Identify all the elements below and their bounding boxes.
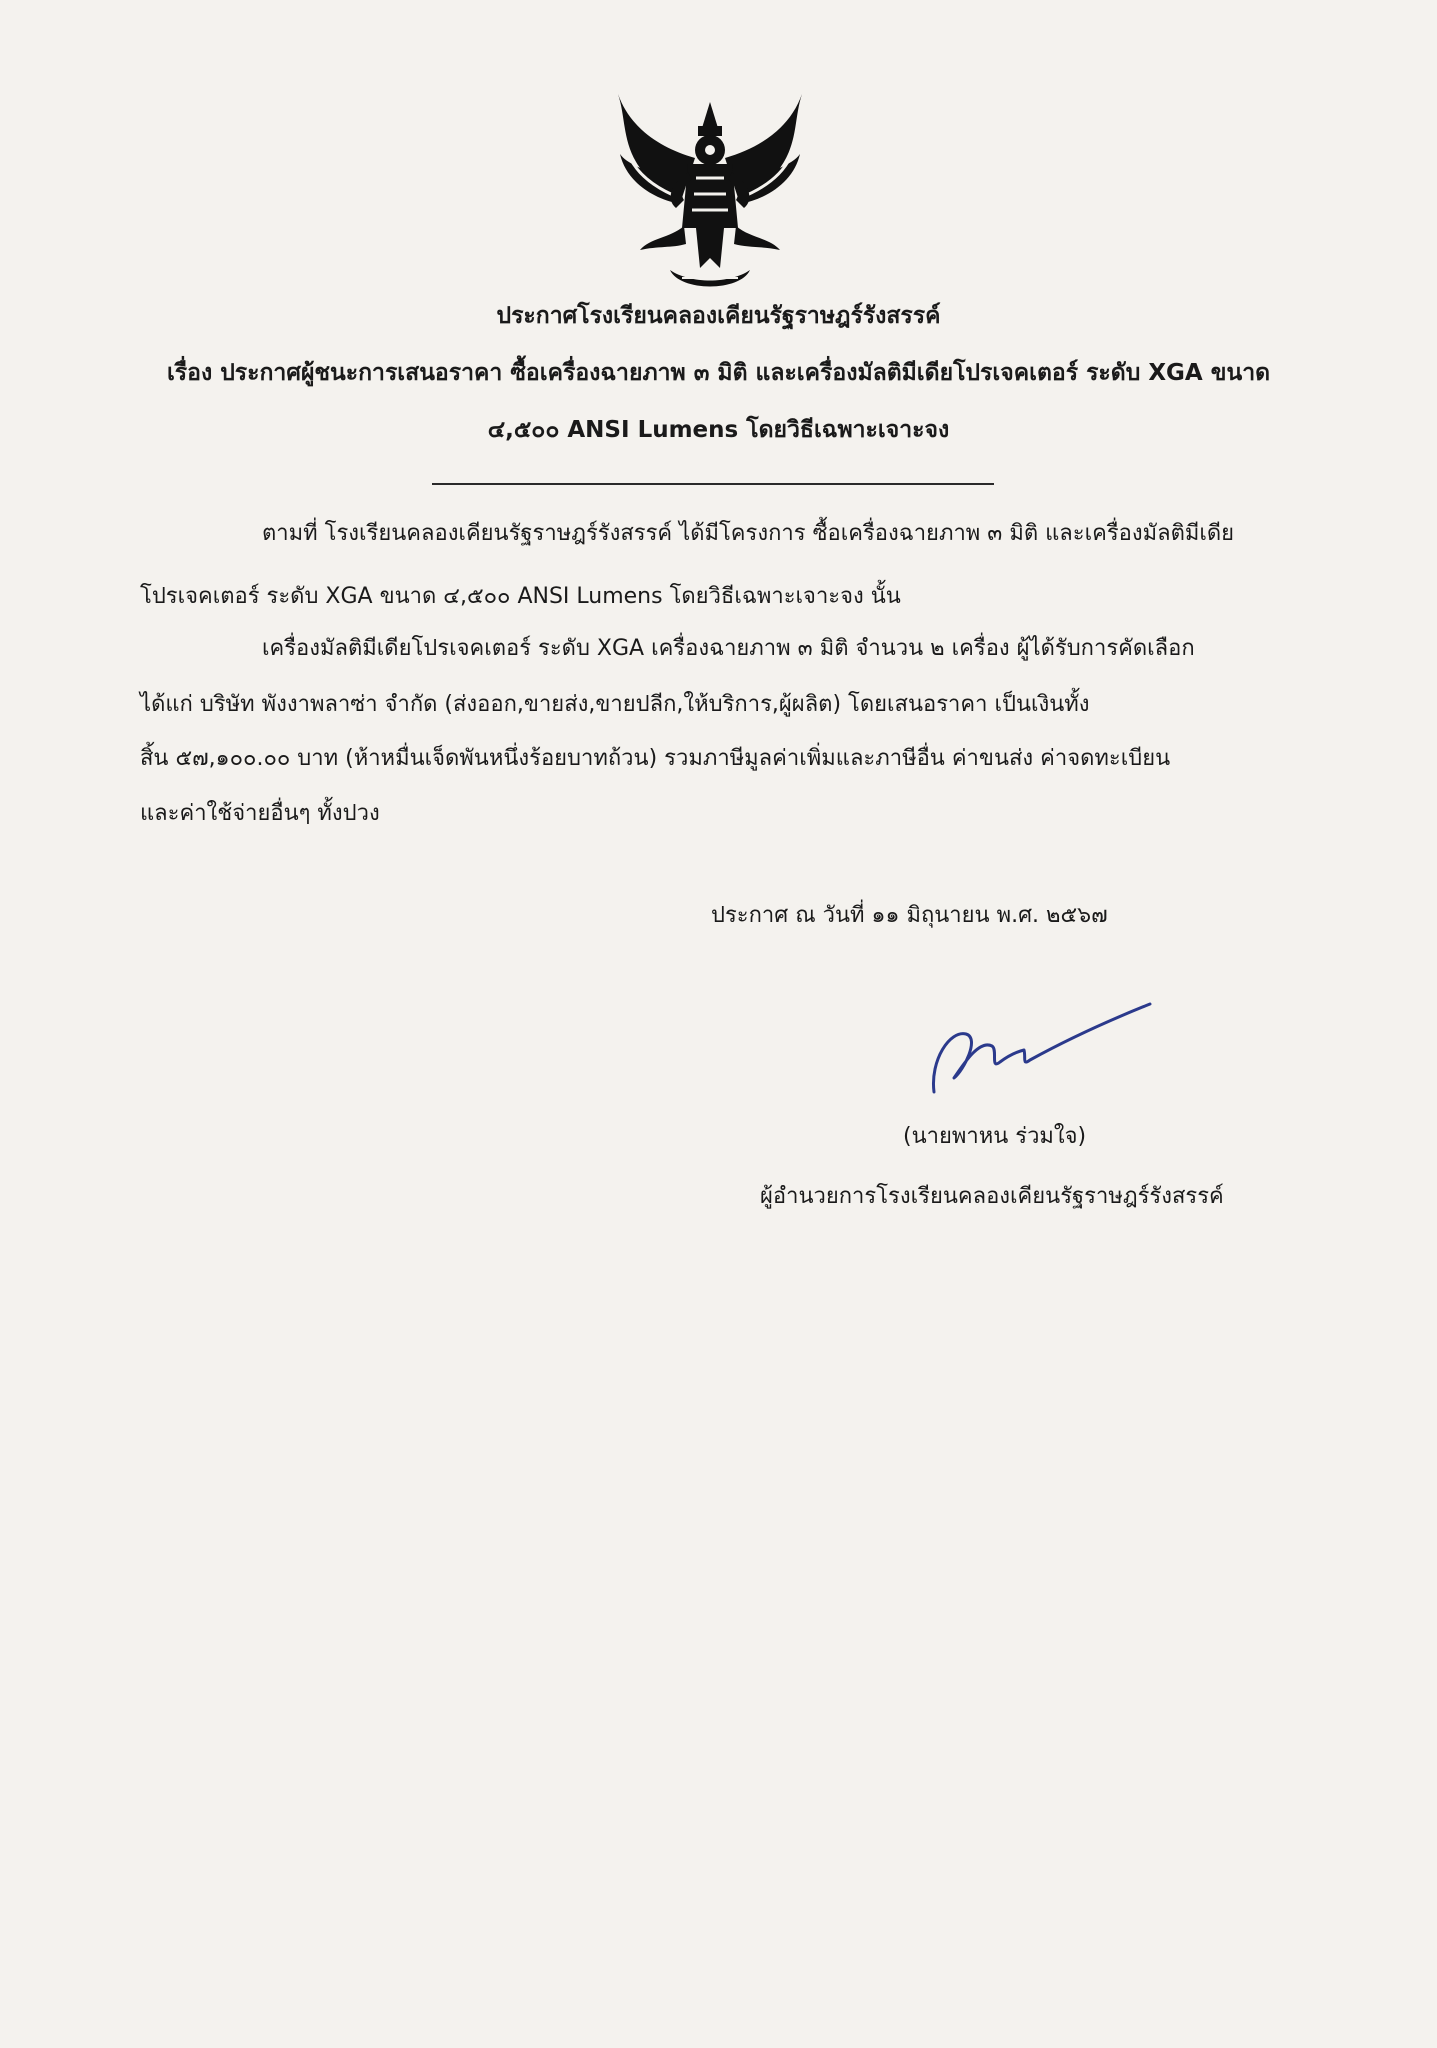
announcement-subject: เรื่อง ประกาศผู้ชนะการเสนอราคา ซื้อเครื่องฉายภาพ ๓ มิติ และเครื่องมัลติมีเดียโปรเจคเตอร์ ระดับ XGA ขนาด bbox=[166, 360, 1271, 386]
announcement-date: ประกาศ ณ วันที่ ๑๑ มิถุนายน พ.ศ. ๒๕๖๗ bbox=[711, 903, 1108, 928]
signer-name: (นายพาหน ร่วมใจ) bbox=[903, 1124, 1087, 1149]
signature-image bbox=[920, 1000, 1160, 1100]
body-paragraph-line: และค่าใช้จ่ายอื่นๆ ทั้งปวง bbox=[140, 801, 380, 826]
body-paragraph-line: สิ้น ๕๗,๑๐๐.๐๐ บาท (ห้าหมื่นเจ็ดพันหนึ่งร้อยบาทถ้วน) รวมภาษีมูลค่าเพิ่มและภาษีอื่น ค่าขนส่ง ค่าจดทะเบียน bbox=[140, 746, 1171, 771]
garuda-emblem-icon bbox=[610, 88, 810, 298]
signer-title: ผู้อำนวยการโรงเรียนคลองเคียนรัฐราษฎร์รังสรรค์ bbox=[760, 1184, 1224, 1209]
announcement-heading: ประกาศโรงเรียนคลองเคียนรัฐราษฎร์รังสรรค์ bbox=[496, 303, 941, 329]
header-divider bbox=[432, 483, 994, 485]
body-paragraph-line: ได้แก่ บริษัท พังงาพลาซ่า จำกัด (ส่งออก,ขายส่ง,ขายปลีก,ให้บริการ,ผู้ผลิต) โดยเสนอราคา เป็นเงินทั้ง bbox=[140, 692, 1090, 717]
body-paragraph-line: เครื่องมัลติมีเดียโปรเจคเตอร์ ระดับ XGA เครื่องฉายภาพ ๓ มิติ จำนวน ๒ เครื่อง ผู้ได้รับการคัดเลือก bbox=[262, 636, 1195, 661]
body-paragraph-line: โปรเจคเตอร์ ระดับ XGA ขนาด ๔,๕๐๐ ANSI Lumens โดยวิธีเฉพาะเจาะจง นั้น bbox=[140, 584, 901, 609]
body-paragraph-line: ตามที่ โรงเรียนคลองเคียนรัฐราษฎร์รังสรรค์ ได้มีโครงการ ซื้อเครื่องฉายภาพ ๓ มิติ และเครื่องมัลติมีเดีย bbox=[262, 521, 1235, 546]
announcement-subject-continued: ๔,๕๐๐ ANSI Lumens โดยวิธีเฉพาะเจาะจง bbox=[487, 417, 950, 443]
